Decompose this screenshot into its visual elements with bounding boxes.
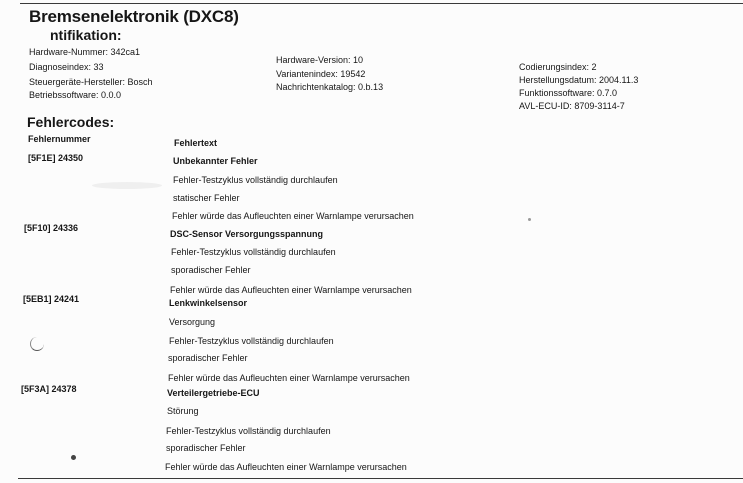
fault-detail: statischer Fehler: [173, 193, 240, 203]
fault-detail: Fehler würde das Aufleuchten einer Warnlampe verursachen: [170, 285, 412, 295]
fault-detail: Fehler-Testzyklus vollständig durchlaufen: [166, 426, 331, 436]
fault-detail: sporadischer Fehler: [166, 443, 246, 453]
ident-hardware-number: Hardware-Nummer: 342ca1: [29, 47, 141, 57]
ident-variant-index: Variantenindex: 19542: [276, 69, 366, 79]
ident-hardware-version: Hardware-Version: 10: [276, 55, 364, 65]
fault-code: [5F10] 24336: [24, 223, 79, 233]
fault-name: Verteilergetriebe-ECU: [167, 388, 260, 398]
ident-diagnostic-index: Diagnoseindex: 33: [29, 62, 104, 72]
scan-smudge: [92, 182, 162, 189]
ident-function-software: Funktionssoftware: 0.7.0: [519, 88, 618, 98]
fault-code: [5F3A] 24378: [21, 384, 77, 394]
fault-detail: Störung: [167, 406, 199, 416]
fault-detail: Versorgung: [169, 317, 216, 327]
ident-operating-software: Betriebssoftware: 0.0.0: [29, 90, 122, 100]
scan-dot: [71, 455, 76, 460]
column-header-number: Fehlernummer: [28, 134, 91, 144]
paper-fold: [24, 28, 50, 45]
column-header-text: Fehlertext: [174, 138, 218, 148]
fault-detail: Fehler würde das Aufleuchten einer Warnlampe verursachen: [168, 373, 410, 383]
fault-codes-heading: Fehlercodes:: [27, 114, 115, 130]
fault-name: Lenkwinkelsensor: [169, 298, 248, 308]
ident-message-catalog: Nachrichtenkatalog: 0.b.13: [276, 82, 384, 92]
fault-name: Unbekannter Fehler: [173, 156, 258, 166]
fault-detail: sporadischer Fehler: [171, 265, 251, 275]
fault-detail: Fehler würde das Aufleuchten einer Warnlampe verursachen: [172, 211, 414, 221]
bottom-rule: [18, 478, 743, 479]
ident-manufacturer: Steuergeräte-Hersteller: Bosch: [29, 77, 153, 87]
scan-dot: [528, 218, 531, 221]
fault-detail: Fehler-Testzyklus vollständig durchlaufen: [173, 175, 338, 185]
page-title: Bremsenelektronik (DXC8): [29, 7, 239, 26]
fault-code: [5F1E] 24350: [28, 153, 84, 163]
ident-production-date: Herstellungsdatum: 2004.11.3: [519, 75, 639, 85]
fault-name: DSC-Sensor Versorgungsspannung: [170, 229, 324, 239]
fault-detail: Fehler würde das Aufleuchten einer Warnlampe verursachen: [165, 462, 407, 472]
scan-mark: [30, 337, 44, 351]
identification-heading: ntifikation:: [50, 27, 122, 43]
ident-avl-ecu-id: AVL-ECU-ID: 8709-3114-7: [519, 101, 625, 111]
top-rule: [20, 3, 743, 4]
fault-detail: Fehler-Testzyklus vollständig durchlaufen: [169, 336, 334, 346]
fault-detail: sporadischer Fehler: [168, 353, 248, 363]
fault-detail: Fehler-Testzyklus vollständig durchlaufen: [171, 247, 336, 257]
fault-code: [5EB1] 24241: [23, 294, 80, 304]
ident-coding-index: Codierungsindex: 2: [519, 62, 597, 72]
